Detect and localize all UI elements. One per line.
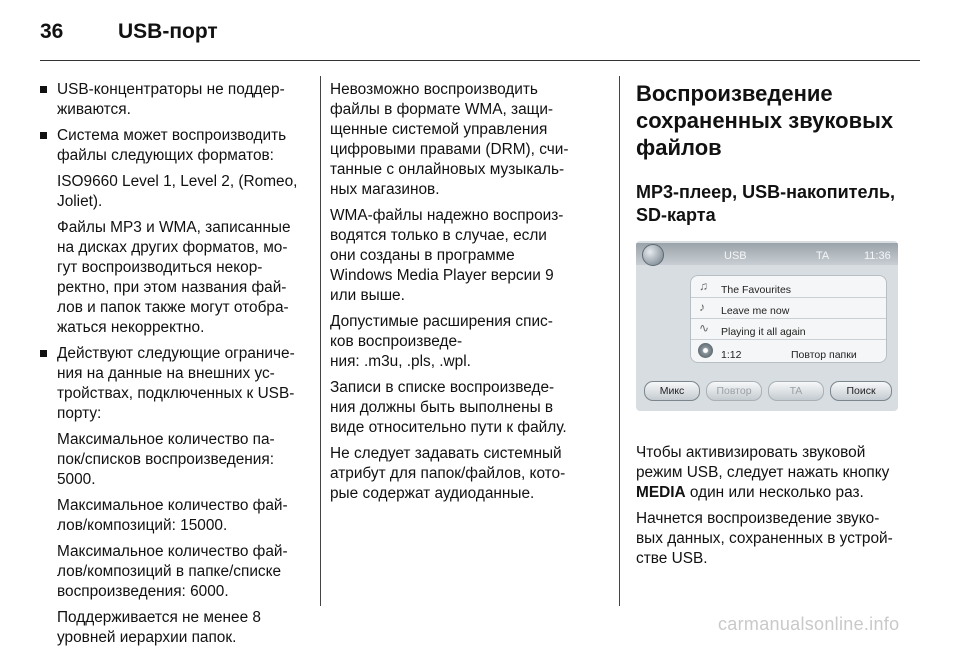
column-1 [40, 80, 312, 654]
column-divider-1 [320, 76, 321, 606]
source-label: USB [724, 250, 747, 262]
playback-row [691, 340, 886, 362]
bullet-icon [40, 132, 47, 139]
track-row [691, 276, 886, 298]
bullet-subtext: Максимальное количество па- пок/списков воспроизведения: 5000. [57, 431, 275, 488]
paragraph-text: один или несколько раз. [685, 484, 864, 501]
paragraph: Невозможно воспроизводить файлы в формате WMA, защи- щенные системой управления цифровыми правами (DRM), счи- танные с онлайновых музыкаль- ных магазинов. [330, 81, 569, 198]
paragraph [636, 443, 921, 503]
bullet-text: Система может воспроизводить файлы следующих форматов: [57, 127, 287, 164]
paragraph: Записи в списке воспроизведе- ния должны быть выполнены в виде относительно пути к файлу. [330, 379, 567, 436]
media-key-label: MEDIA [636, 484, 686, 501]
paragraph: Не следует задавать системный атрибут для папок/файлов, кото- рые содержат аудиоданные. [330, 445, 566, 502]
infotainment-screen [636, 241, 898, 411]
track-panel [690, 275, 887, 363]
track-row [691, 297, 886, 319]
repeat-mode: Повтор папки [791, 349, 857, 361]
bullet-subtext: Максимальное количество фай- лов/композиций в папке/списке воспроизведения: 6000. [57, 543, 288, 600]
bullet-text: Действуют следующие ограниче- ния на данные на внешних ус- тройствах, подключенных к USB- порту: [57, 345, 295, 422]
page-header [0, 0, 960, 60]
bullet-icon [40, 350, 47, 357]
paragraph: WMA-файлы надежно воспроиз- водятся только в случае, если они созданы в программе Windows Media Player версии 9 или выше. [330, 207, 564, 304]
bullet-subtext: ISO9660 Level 1, Level 2, (Romeo, Joliet). [57, 173, 298, 210]
column-3 [636, 80, 921, 575]
track-label: The Favourites [721, 284, 792, 296]
track-row [691, 318, 886, 340]
home-icon [642, 244, 664, 266]
ta-button: TA [768, 381, 824, 401]
list-item [40, 344, 312, 648]
ta-indicator: TA [816, 250, 830, 262]
bullet-icon [40, 86, 47, 93]
screen-top-bar [636, 243, 898, 265]
bullet-text: USB-концентраторы не поддер- живаются. [57, 81, 285, 118]
list-item [40, 80, 312, 120]
wave-icon: ∿ [699, 321, 710, 335]
page-number: 36 [40, 20, 64, 43]
section-heading: Воспроизведение сохраненных звуковых файлов [636, 81, 894, 160]
shuffle-button: Микс [644, 381, 700, 401]
disc-icon [698, 343, 713, 358]
screen-button-row [644, 381, 892, 401]
header-rule [40, 60, 920, 61]
bullet-subtext: Максимальное количество фай- лов/композиций: 15000. [57, 497, 288, 534]
note-icon: ♪ [699, 300, 705, 314]
paragraph-text: Чтобы активизировать звуковой режим USB, следует нажать кнопку [636, 444, 890, 481]
column-2 [330, 80, 612, 510]
headphones-icon: ♫ [699, 279, 708, 293]
paragraph: Допустимые расширения спис- ков воспроизведе- ния: .m3u, .pls, .wpl. [330, 313, 553, 370]
column-divider-2 [619, 76, 620, 606]
repeat-button: Повтор [706, 381, 762, 401]
playback-time: 1:12 [721, 349, 742, 361]
bullet-subtext: Поддерживается не менее 8 уровней иерархии папок. [57, 609, 261, 646]
bullet-subtext: Файлы MP3 и WMA, записанные на дисках других форматов, мо- гут воспроизводиться некор- ректно, при этом названия фай- лов и папок также могут отобра- жаться некорректно. [57, 219, 291, 336]
clock: 11:36 [864, 250, 891, 262]
section-subheading: МР3-плеер, USB-накопитель, SD-карта [636, 182, 896, 225]
paragraph: Начнется воспроизведение звуко- вых данных, сохраненных в устрой- стве USB. [636, 510, 893, 567]
track-label: Leave me now [721, 305, 790, 317]
search-button: Поиск [830, 381, 892, 401]
track-label: Playing it all again [721, 326, 806, 338]
restriction-list [40, 80, 312, 648]
page-title: USB-порт [118, 20, 218, 43]
list-item [40, 126, 312, 338]
watermark: carmanualsonline.info [718, 614, 900, 634]
